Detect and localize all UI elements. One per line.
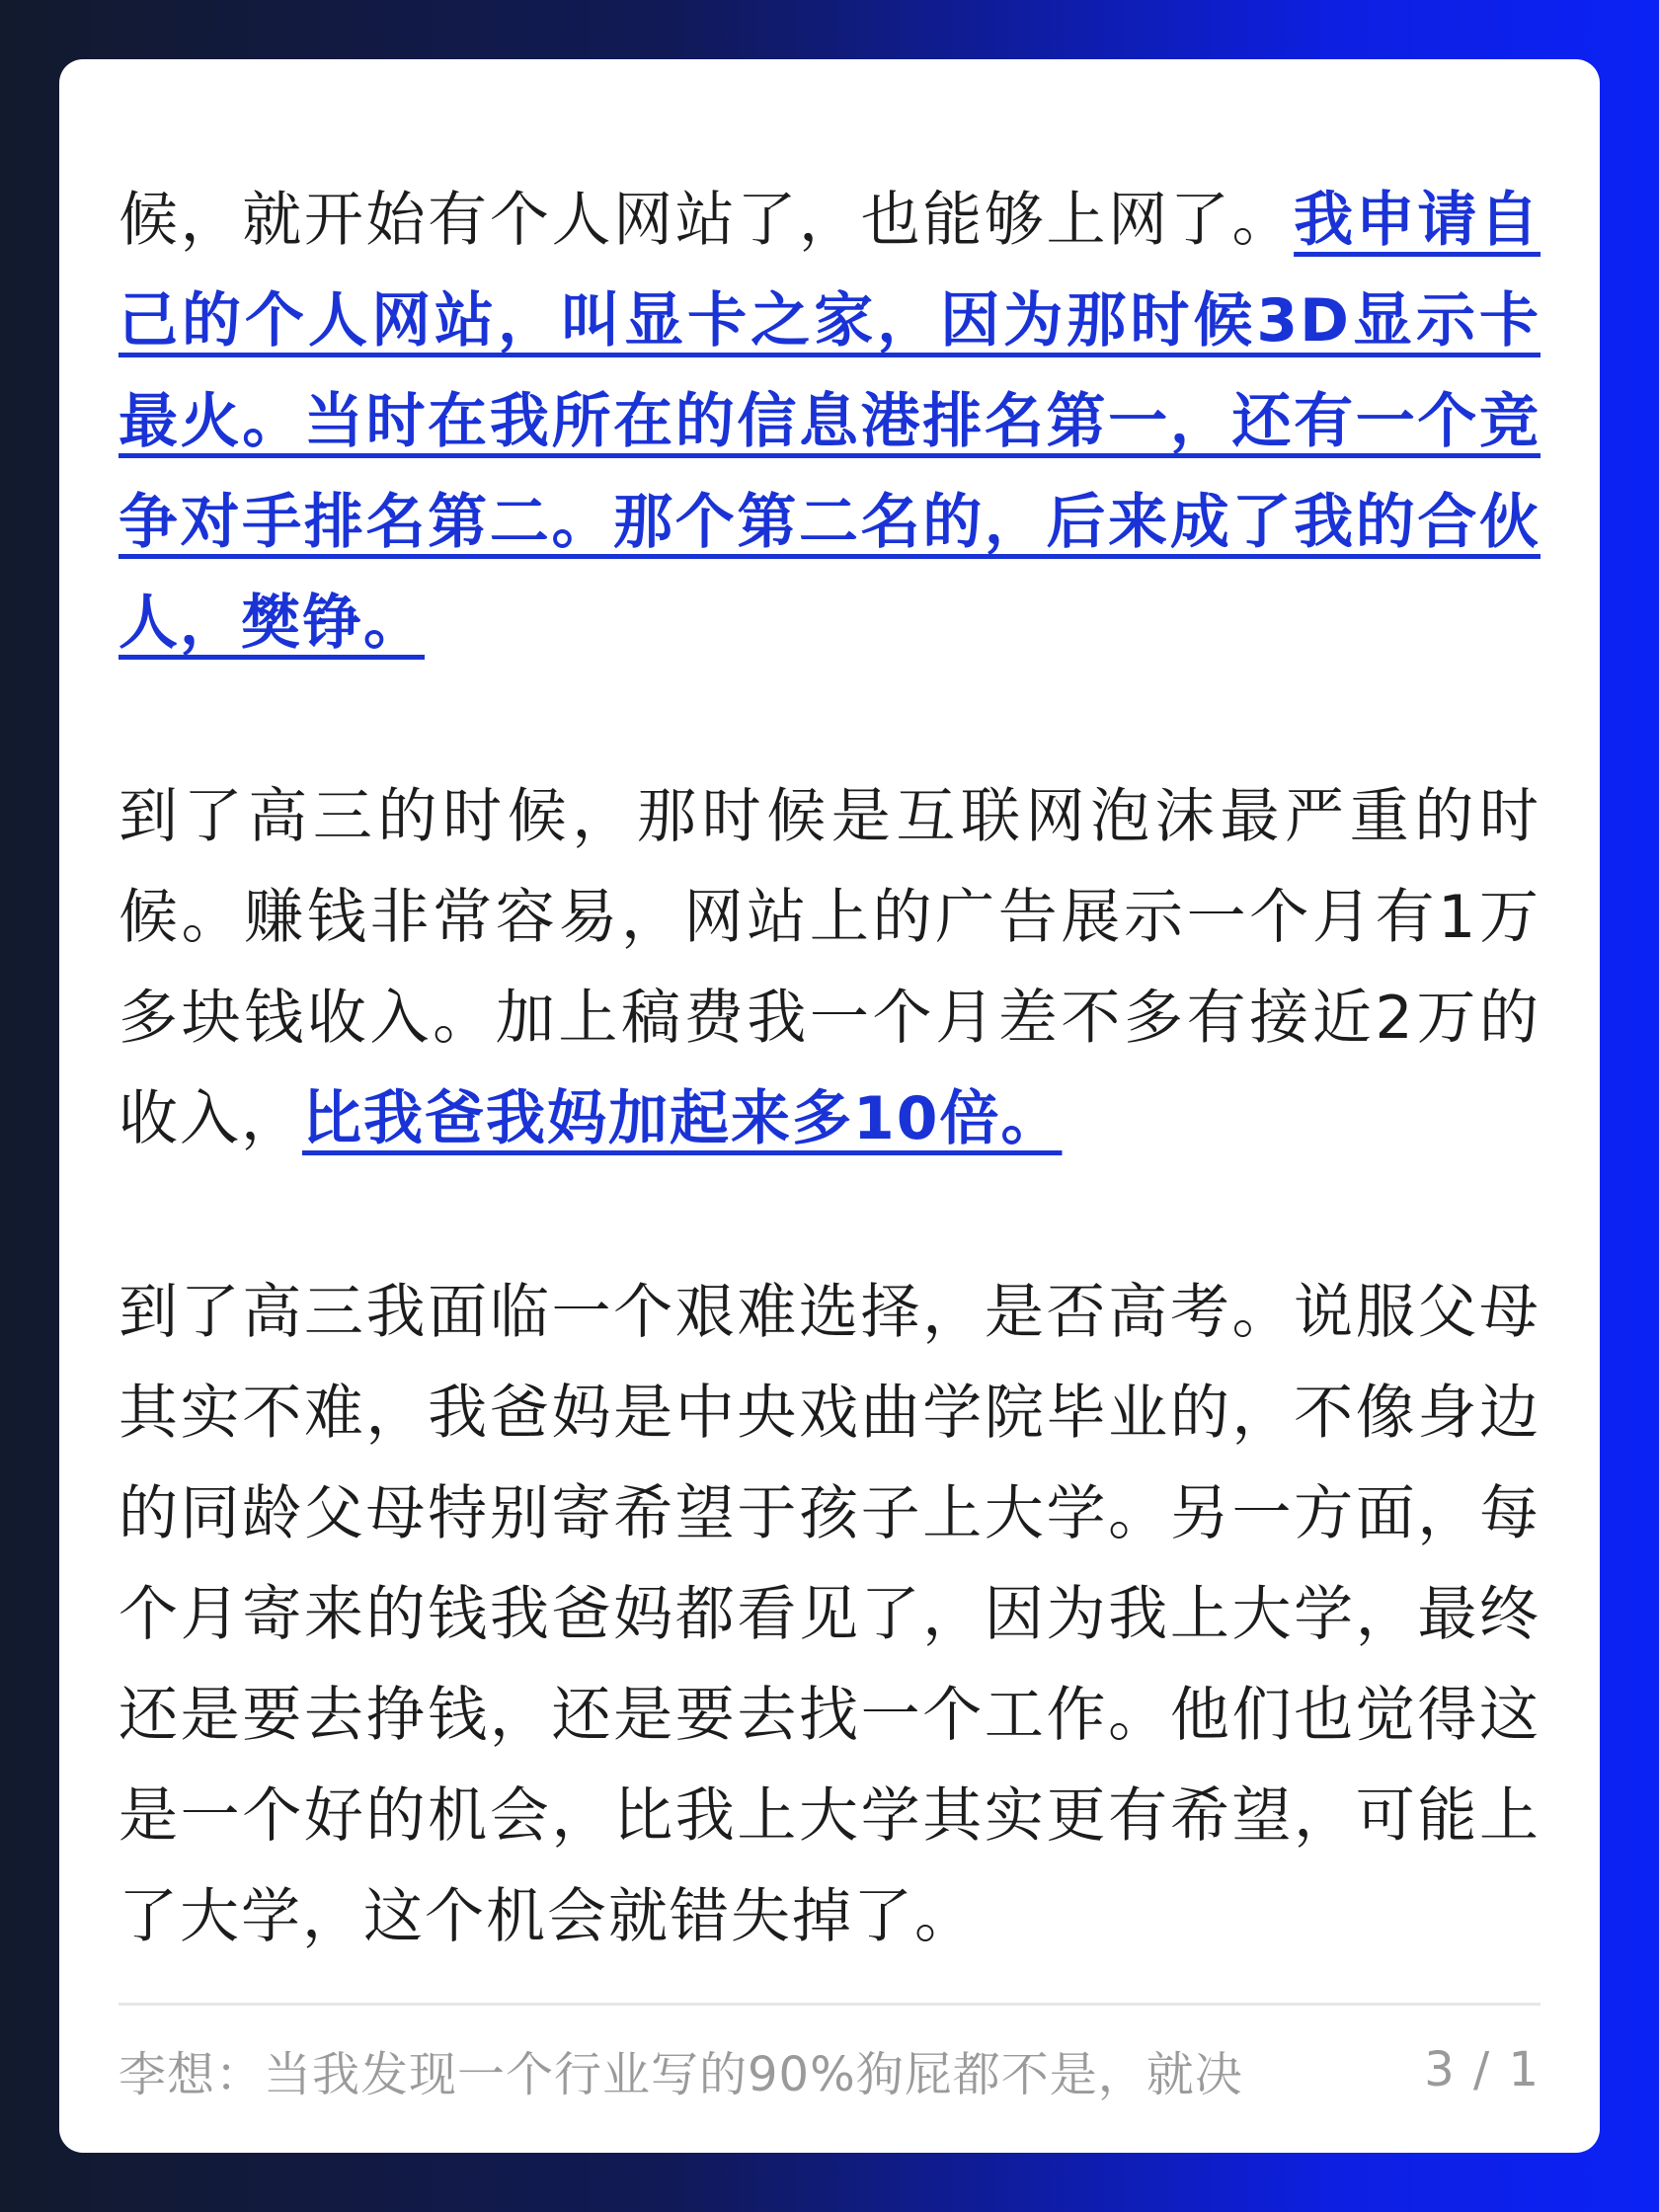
page-indicator: 3 / 1	[1424, 2042, 1540, 2097]
paragraph-2	[118, 766, 1540, 1169]
highlighted-text: 我申请自己的个人网站，叫显卡之家，因为那时候3D显示卡最火。当时在我所在的信息港排名第一，还有一个竞争对手排名第二。那个第二名的，后来成了我的合伙人，樊铮。	[118, 186, 1541, 658]
card-footer	[118, 2003, 1540, 2134]
highlighted-text: 比我爸我妈加起来多10倍。	[302, 1084, 1063, 1153]
paragraph-text: 到了高三我面临一个艰难选择，是否高考。说服父母其实不难，我爸妈是中央戏曲学院毕业的，不像身边的同龄父母特别寄希望于孩子上大学。另一方面，每个月寄来的钱我爸妈都看见了，因为我上大学，最终还是要去挣钱，还是要去找一个工作。他们也觉得这是一个好的机会，比我上大学其实更有希望，可能上了大学，这个机会就错失掉了。	[118, 1278, 1540, 1951]
paragraph-3	[118, 1262, 1540, 1967]
article-card	[59, 59, 1600, 2153]
article-body	[118, 170, 1540, 1967]
paragraph-text: 到了高三的时候，那时候是互联网泡沫最严重的时候。赚钱非常容易，网站上的广告展示一个月有1万多块钱收入。加上稿费我一个月差不多有接近2万的收入，	[118, 782, 1540, 1153]
paragraph-text: 候，就开始有个人网站了，也能够上网了。	[118, 186, 1295, 255]
article-title: 李想：当我发现一个行业写的90%狗屁都不是，就决	[118, 2046, 1243, 2102]
paragraph-1	[118, 170, 1540, 673]
